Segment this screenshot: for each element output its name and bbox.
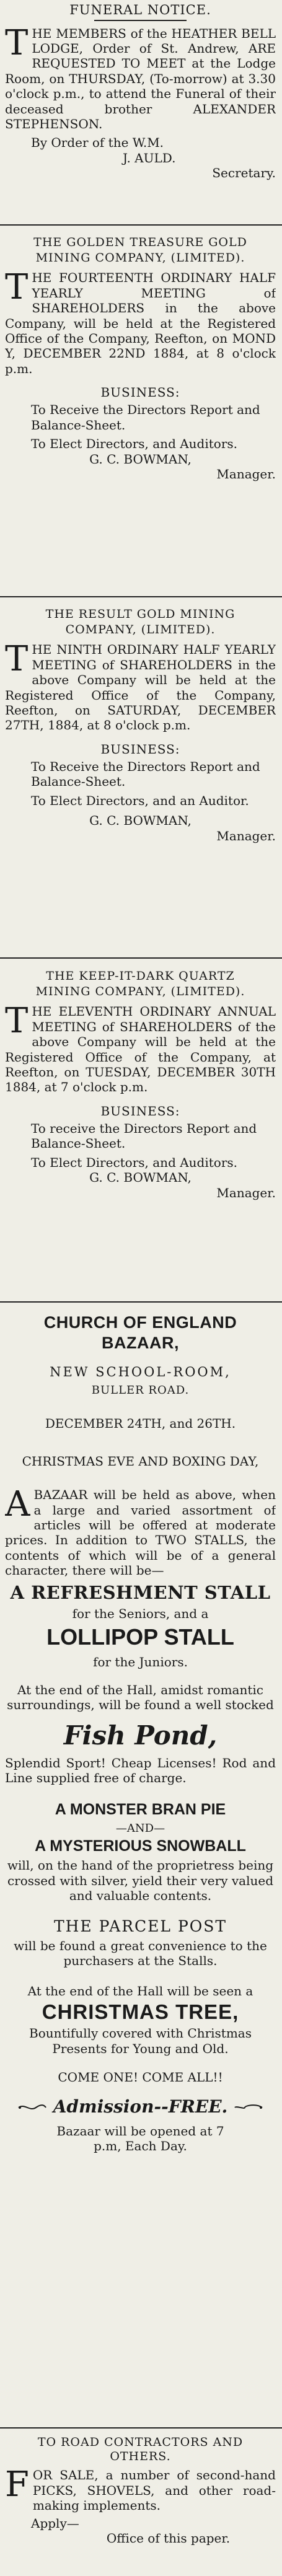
keep-body-text: HE ELEVENTH ORDINARY ANNUAL MEETING of SHAREHOLDERS of the above Company will be held at the Registered Office of the Company, at Reefton, on TUESDAY, DECEMBER 30TH 1884, at 7 o'clock p.m.	[5, 1004, 276, 1095]
divider	[0, 596, 282, 597]
golden-item-2: To Elect Directors, and Auditors.	[31, 436, 238, 452]
result-role: Manager.	[216, 828, 276, 843]
bran-pie-heading: A MONSTER BRAN PIE	[55, 1801, 226, 1819]
golden-item-1: To Receive the Directors Report and Balance-Sheet.	[31, 402, 260, 433]
bazaar-body	[5, 1484, 276, 1578]
result-body-text: HE NINTH ORDINARY HALF YEARLY MEETING of SHAREHOLDERS in the above Company will be held at the Registered Office of the Company, Reefton, on SATURDAY, DECEMBER 27TH, 1884, at 8 o'clock p.m.	[5, 642, 276, 733]
keep-item-1: To receive the Directors Report and Balance-Sheet.	[31, 1121, 257, 1151]
funeral-dropcap: T	[5, 22, 29, 63]
result-subtitle: COMPANY, (LIMITED).	[65, 623, 216, 637]
funeral-body-text: HE MEMBERS of the HEATHER BELL LODGE, Order of St. Andrew, ARE REQUESTED TO MEET at the Lodge Room, on THURSDAY, (To-morrow) at 3.30 o'clock p.m., to attend the Funeral of their deceased brother ALEXANDER STEPHENSON.	[5, 25, 276, 131]
admission-text: Admission--FREE.	[53, 2096, 228, 2117]
result-business-label: BUSINESS:	[100, 741, 180, 757]
bazaar-venue: NEW SCHOOL-ROOM,	[50, 1364, 231, 1379]
result-signatory: G. C. BOWMAN,	[89, 813, 192, 829]
result-title: THE RESULT GOLD MINING	[45, 607, 236, 621]
parcel-post-text: will be found a great convenience to the purchasers at the Stalls.	[14, 1938, 267, 1969]
snowball-text: will, on the hand of the proprietress being crossed with silver, yield their very valued and valuable contents.	[7, 1858, 274, 1904]
funeral-signatory: J. AULD.	[123, 150, 176, 165]
parcel-post-heading: THE PARCEL POST	[53, 1917, 227, 1935]
refreshment-stall-heading: A REFRESHMENT STALL	[10, 1581, 271, 1603]
lollipop-stall-heading: LOLLIPOP STALL	[46, 1624, 234, 1650]
divider	[0, 1301, 282, 1303]
keep-item-2: To Elect Directors, and Auditors.	[31, 1154, 238, 1170]
snowball-heading: A MYSTERIOUS SNOWBALL	[35, 1837, 246, 1855]
tree-intro: At the end of the Hall will be seen a	[27, 1983, 253, 1998]
golden-treasure-notice	[5, 231, 276, 595]
golden-title: THE GOLDEN TREASURE GOLD	[33, 235, 247, 249]
keep-role: Manager.	[216, 1185, 276, 1200]
golden-body-text: HE FOURTEENTH ORDINARY HALF YEARLY MEETING of SHAREHOLDERS in the above Company, will be held at the Registered Office of the Company, Reefton, on MOND Y, DECEMBER 22ND 1884, at 8 o'clock p.m.	[5, 270, 276, 376]
keep-title: THE KEEP-IT-DARK QUARTZ	[46, 969, 235, 983]
result-notice	[5, 602, 276, 954]
bazaar-notice	[5, 1308, 276, 2423]
come-one-come-all: COME ONE! COME ALL!!	[58, 2070, 223, 2085]
christmas-tree-text: Bountifully covered with Christmas Presents for Young and Old.	[29, 2026, 252, 2056]
funeral-body	[5, 22, 276, 132]
fish-pond-text: Splendid Sport! Cheap Licenses! Rod and Line supplied free of charge.	[5, 1755, 276, 1786]
funeral-by-order: By Order of the W.M.	[31, 135, 164, 151]
bazaar-road: BULLER ROAD.	[91, 1384, 190, 1397]
road-contractors-notice	[5, 2433, 276, 2574]
bazaar-dropcap: A	[5, 1484, 30, 1525]
for-seniors: for the Seniors, and a	[72, 1606, 209, 1621]
golden-subtitle: MINING COMPANY, (LIMITED).	[35, 251, 245, 265]
golden-signatory: G. C. BOWMAN,	[89, 451, 192, 467]
golden-role: Manager.	[216, 467, 276, 482]
funeral-title: FUNERAL NOTICE.	[69, 2, 211, 17]
result-body	[5, 639, 276, 733]
short-divider	[94, 20, 187, 21]
bazaar-title: CHURCH OF ENGLAND BAZAAR,	[43, 1313, 237, 1352]
divider	[0, 2427, 282, 2429]
bazaar-dates: DECEMBER 24TH, and 26TH.	[45, 1416, 236, 1431]
ornament-left-icon	[17, 2104, 47, 2111]
funeral-notice	[5, 0, 276, 223]
contractors-body-text: OR SALE, a number of second-hand PICKS, SHOVELS, and other road-making implements.	[32, 2468, 276, 2513]
hall-text: At the end of the Hall, amidst romantic surroundings, will be found a well stocked	[7, 1682, 274, 1713]
golden-body	[5, 267, 276, 376]
ornament-right-icon	[234, 2104, 263, 2111]
golden-business-label: BUSINESS:	[100, 385, 180, 400]
keep-dropcap: T	[5, 1001, 29, 1042]
keep-it-dark-notice	[5, 964, 276, 1299]
golden-dropcap: T	[5, 267, 29, 308]
fish-pond-heading: Fish Pond,	[63, 1720, 218, 1751]
divider	[0, 224, 282, 226]
result-dropcap: T	[5, 639, 29, 680]
divider	[0, 957, 282, 959]
admission-line	[5, 2096, 276, 2117]
keep-subtitle: MINING COMPANY, (LIMITED).	[35, 985, 245, 999]
contractors-apply: Apply—	[31, 2515, 79, 2531]
bazaar-body-text: BAZAAR will be held as above, when a large and varied assortment of articles will be offered at moderate prices. In addition to TWO STALLS, the contents of which will be of a general character, there will be—	[5, 1487, 276, 1578]
contractors-title: TO ROAD CONTRACTORS AND	[37, 2435, 244, 2449]
result-item-1: To Receive the Directors Report and Balance-Sheet.	[31, 759, 260, 789]
contractors-body	[5, 2464, 276, 2513]
keep-signatory: G. C. BOWMAN,	[89, 1170, 192, 1185]
keep-business-label: BUSINESS:	[100, 1103, 180, 1119]
and-separator: —AND—	[115, 1821, 165, 1835]
result-item-2: To Elect Directors, and an Auditor.	[31, 793, 249, 808]
contractors-subtitle: OTHERS.	[110, 2450, 171, 2464]
christmas-tree-heading: CHRISTMAS TREE,	[42, 2000, 239, 2024]
for-juniors: for the Juniors.	[93, 1655, 188, 1670]
contractors-office: Office of this paper.	[106, 2530, 231, 2546]
keep-body	[5, 1001, 276, 1095]
funeral-role: Secretary.	[212, 165, 276, 181]
contractors-dropcap: F	[5, 2464, 29, 2505]
bazaar-days: CHRISTMAS EVE AND BOXING DAY,	[22, 1453, 259, 1469]
bazaar-opening: Bazaar will be opened at 7 p.m, Each Day.	[56, 2123, 224, 2154]
